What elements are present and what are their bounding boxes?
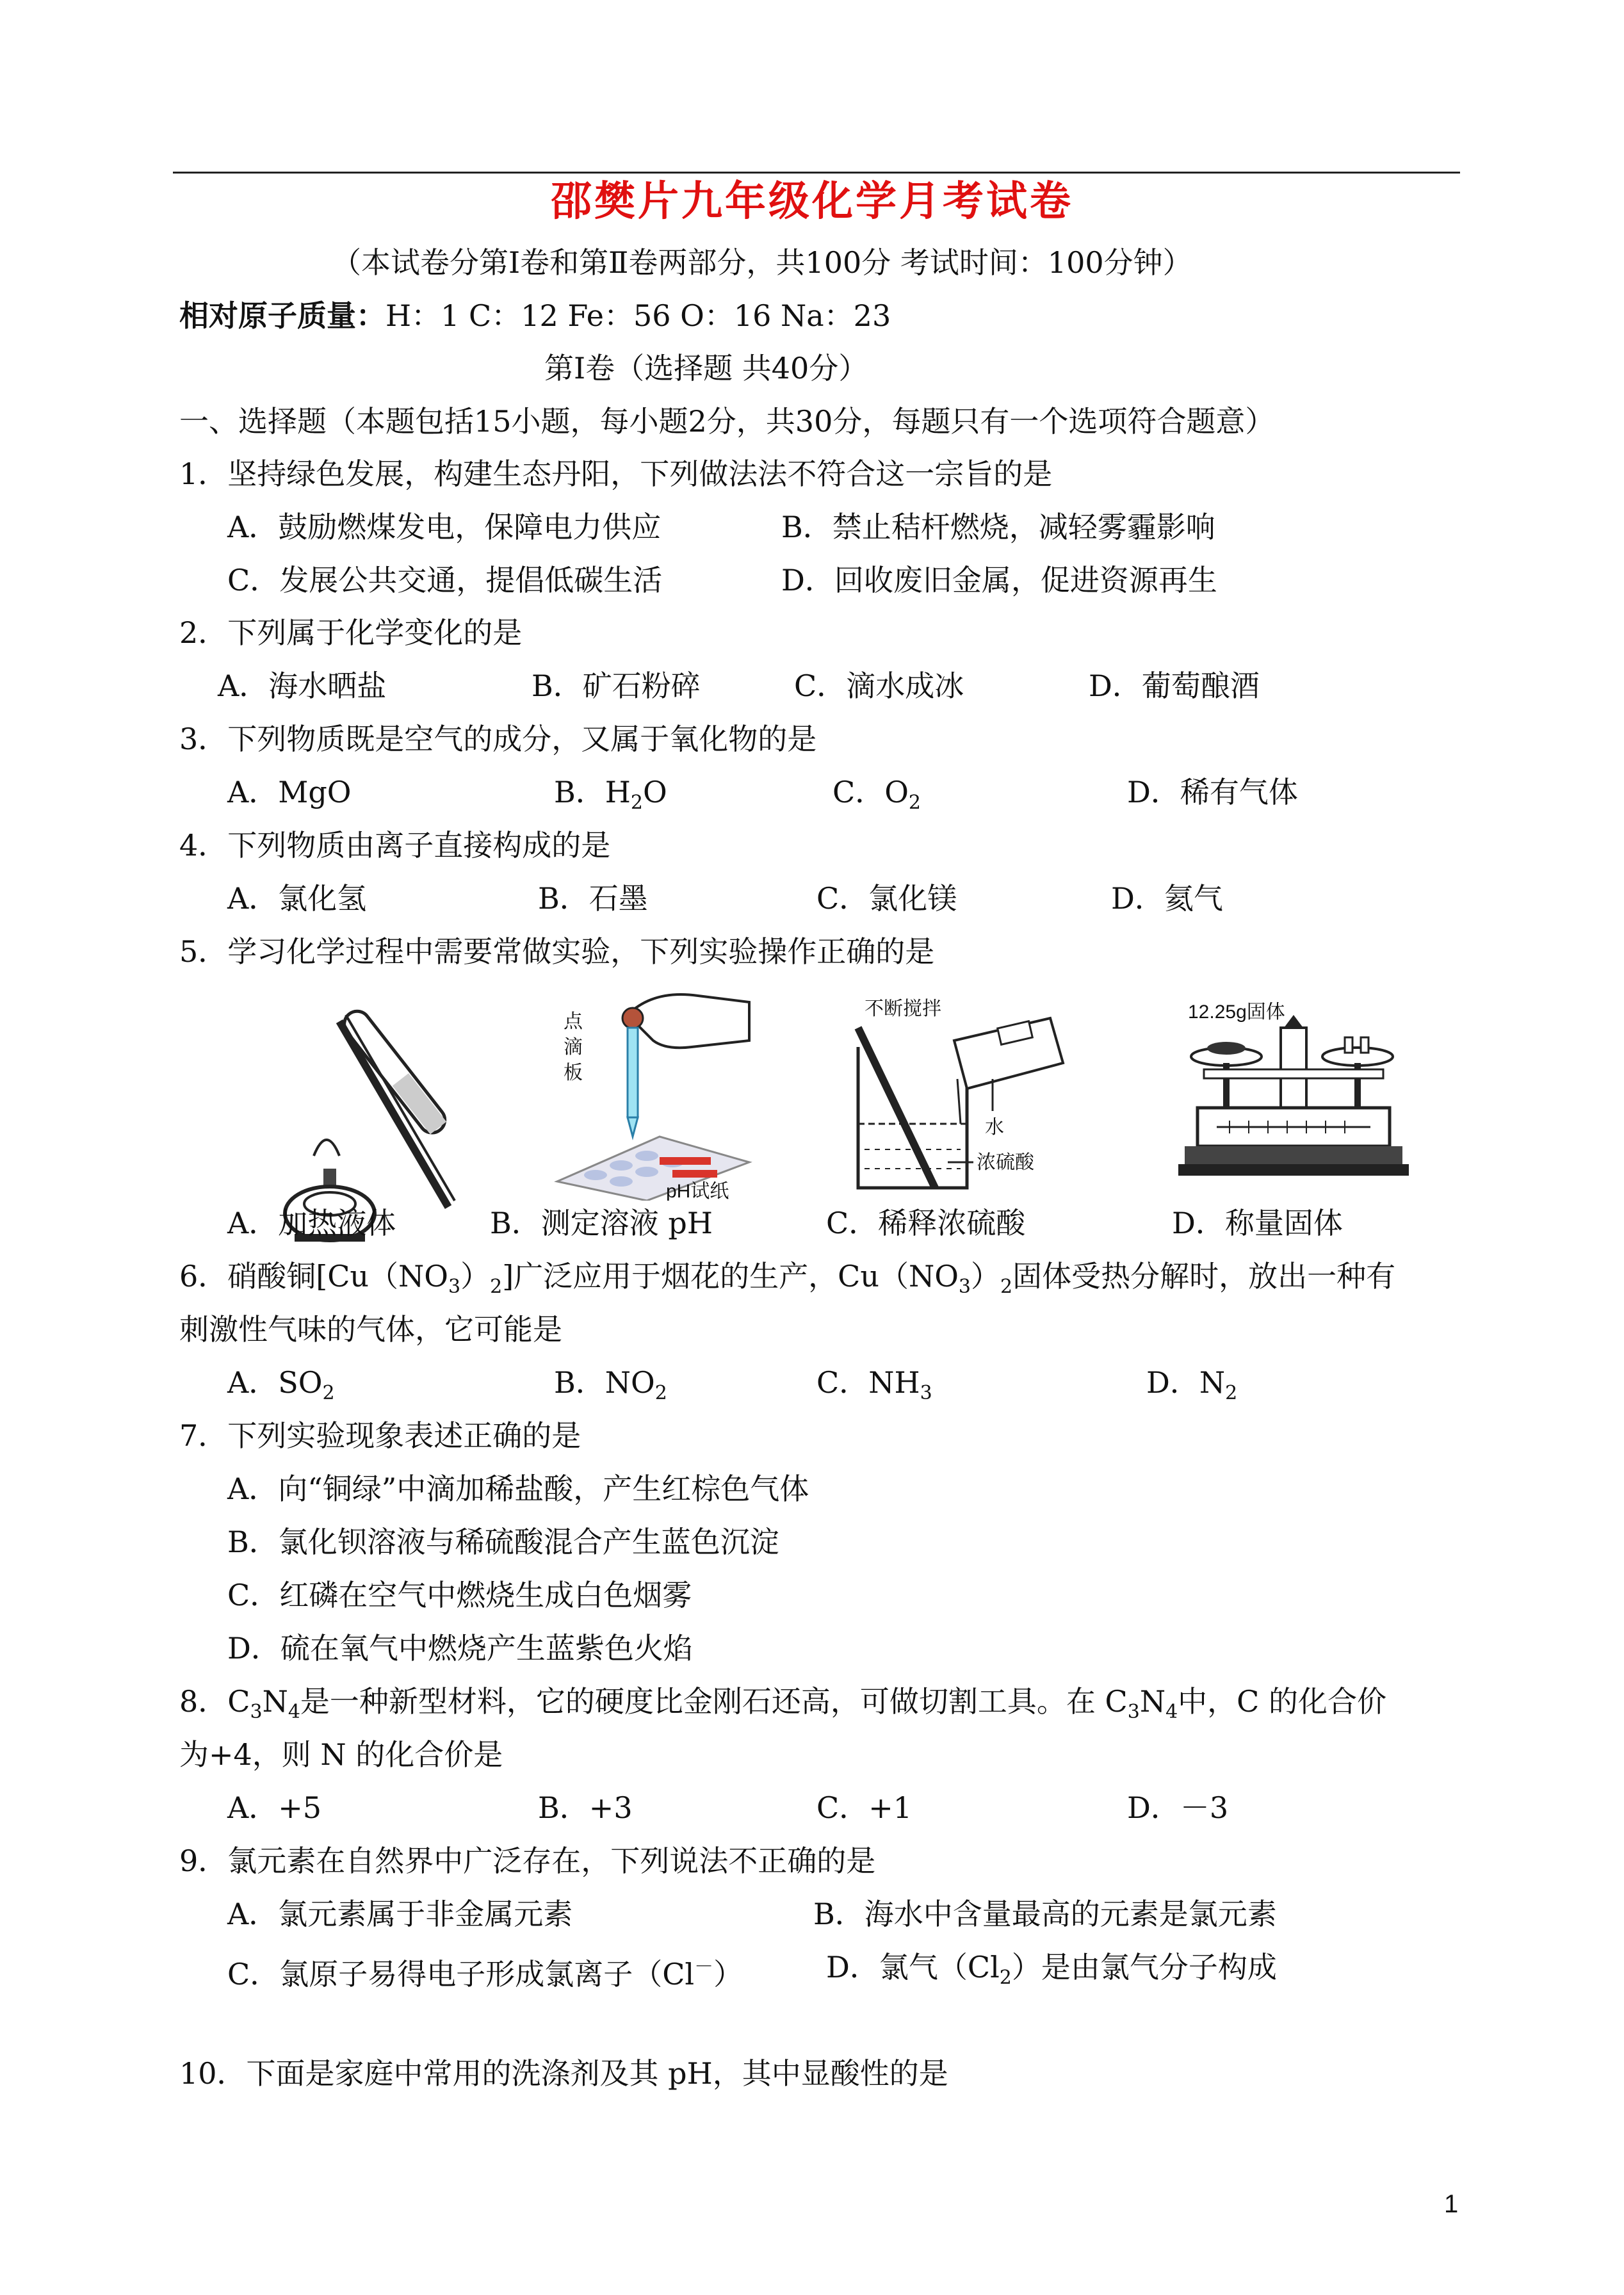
question-7-option-a: A．向“铜绿”中滴加稀盐酸，产生红棕色气体 [227, 1472, 809, 1506]
q6-d-text: D．N [1146, 1365, 1226, 1400]
q8-sub-2: 4 [288, 1701, 300, 1723]
question-5-stem: 5．学习化学过程中需要常做实验，下列实验操作正确的是 [179, 934, 935, 969]
q6-sub-2: 2 [490, 1276, 503, 1298]
q6-d-sub: 2 [1225, 1382, 1238, 1404]
question-3-stem: 3．下列物质既是空气的成分，又属于氧化物的是 [179, 722, 817, 756]
question-1-option-a: A．鼓励燃煤发电，保障电力供应 [227, 510, 662, 544]
question-2-option-d: D．葡萄酿酒 [1089, 669, 1260, 703]
question-8-stem-line-1 [179, 1682, 1386, 1731]
question-5-option-c: C．稀释浓硫酸 [826, 1206, 1026, 1240]
q6-c-text: C．NH [816, 1365, 920, 1400]
q8-text-5: 中，C 的化合价 [1178, 1684, 1386, 1719]
atomic-mass-values: H：1 C：12 Fe：56 O：16 Na：23 [386, 298, 891, 333]
question-4-option-a: A．氯化氢 [227, 881, 367, 916]
question-3-option-b-text: B．H [554, 775, 631, 809]
q6-b-text: B．NO [554, 1365, 655, 1400]
part-intro: 一、选择题（本题包括15小题，每小题2分，共30分，每题只有一个选项符合题意） [179, 404, 1275, 439]
q6-text-2: ） [460, 1259, 491, 1293]
question-4-option-d: D．氦气 [1111, 881, 1223, 916]
figure-balance [1178, 996, 1409, 1194]
q6-a-text: A．SO [227, 1365, 323, 1400]
question-9-option-a: A．氯元素属于非金属元素 [227, 1897, 573, 1931]
question-4-stem: 4．下列物质由离子直接构成的是 [179, 828, 611, 863]
question-6-option-a [227, 1363, 335, 1413]
figure-b-label-1: 点 [564, 1011, 583, 1032]
q9-d-sub: 2 [999, 1967, 1012, 1989]
question-9-stem: 9．氯元素在自然界中广泛存在，下列说法不正确的是 [179, 1844, 876, 1878]
q8-text-3: 是一种新型材料，它的硬度比金刚石还高，可做切割工具。在 C [300, 1684, 1128, 1719]
question-6-stem-line-2: 刺激性气味的气体，它可能是 [179, 1312, 562, 1347]
question-8-stem-line-2: 为+4，则 N 的化合价是 [179, 1737, 503, 1772]
figure-b-label-3: 板 [564, 1062, 583, 1083]
question-3-option-c [832, 773, 921, 822]
q6-sub-4: 2 [1000, 1276, 1013, 1298]
question-3-option-b-tail: O [643, 775, 667, 809]
question-8-option-d: D．－3 [1127, 1790, 1229, 1825]
question-3-option-d: D．稀有气体 [1127, 775, 1298, 809]
question-10-stem: 10．下面是家庭中常用的洗涤剂及其 pH，其中显酸性的是 [179, 2056, 948, 2091]
q9-c-sup: － [694, 1956, 714, 1978]
figure-ph-test [544, 989, 756, 1201]
figure-c-label-3: 浓硫酸 [977, 1152, 1034, 1173]
question-1-option-c: C．发展公共交通，提倡低碳生活 [227, 563, 663, 597]
question-3-option-b-subscript: 2 [630, 791, 644, 814]
figure-dilute-acid [845, 996, 1076, 1201]
figure-c-label-2: 水 [985, 1117, 1004, 1138]
figure-b-label-4: pH试纸 [666, 1181, 729, 1201]
question-2-option-c: C．滴水成冰 [794, 669, 964, 703]
q6-text-1: 6．硝酸铜[Cu（NO [179, 1259, 448, 1293]
header-rule [173, 172, 1460, 174]
question-5-option-b: B．测定溶液 pH [490, 1206, 713, 1240]
question-2-option-a: A．海水晒盐 [218, 669, 387, 703]
question-2-stem: 2．下列属于化学变化的是 [179, 615, 523, 650]
question-2-option-b: B．矿石粉碎 [532, 669, 701, 703]
atomic-mass-line [179, 296, 891, 335]
figure-d-label-1: 12.25g固体 [1188, 1002, 1285, 1023]
question-1-stem: 1．坚持绿色发展，构建生态丹阳，下列做法法不符合这一宗旨的是 [179, 457, 1053, 491]
page-number: 1 [1444, 2190, 1459, 2218]
q6-sub-3: 3 [958, 1276, 971, 1298]
question-7-option-d: D．硫在氧气中燃烧产生蓝紫色火焰 [227, 1631, 693, 1666]
q9-d-text: D．氯气（Cl [826, 1950, 1000, 1984]
q8-sub-3: 3 [1127, 1701, 1140, 1723]
exam-note: （本试卷分第Ⅰ卷和第Ⅱ卷两部分，共100分 考试时间：100分钟） [332, 245, 1192, 280]
question-9-option-c [227, 1948, 743, 1993]
question-6-stem-line-1 [179, 1257, 1395, 1306]
atomic-mass-label: 相对原子质量： [179, 298, 386, 333]
question-7-option-b: B．氯化钡溶液与稀硫酸混合产生蓝色沉淀 [227, 1525, 779, 1559]
q9-c-text: C．氯原子易得电子形成氯离子（Cl [227, 1957, 695, 1991]
q6-b-sub: 2 [654, 1382, 667, 1404]
question-3-option-c-text: C．O [832, 775, 909, 809]
q6-text-4: ） [971, 1259, 1001, 1293]
question-1-option-d: D．回收废旧金属，促进资源再生 [781, 563, 1217, 597]
question-6-option-d [1146, 1363, 1237, 1413]
question-4-option-c: C．氯化镁 [816, 881, 957, 916]
question-3-option-c-subscript: 2 [908, 791, 922, 814]
question-4-option-b: B．石墨 [538, 881, 648, 916]
q6-c-sub: 3 [920, 1382, 932, 1404]
question-6-option-c [816, 1363, 932, 1413]
q6-a-sub: 2 [322, 1382, 335, 1404]
question-8-option-a: A．+5 [227, 1790, 322, 1825]
figure-c-label-1: 不断搅拌 [865, 998, 941, 1019]
question-5-option-d: D．称量固体 [1172, 1206, 1343, 1240]
q8-text-4: N [1139, 1684, 1166, 1719]
question-7-stem: 7．下列实验现象表述正确的是 [179, 1418, 581, 1453]
page-title: 邵樊片九年级化学月考试卷 [551, 177, 1073, 225]
question-8-option-c: C．+1 [816, 1790, 913, 1825]
q6-text-3: ]广泛应用于烟花的生产，Cu（NO [502, 1259, 959, 1293]
q6-text-5: 固体受热分解时，放出一种有 [1012, 1259, 1396, 1293]
question-9-option-b: B．海水中含量最高的元素是氯元素 [813, 1897, 1277, 1931]
question-3-option-b [554, 773, 667, 822]
q8-text-2: N [262, 1684, 288, 1719]
question-6-option-b [554, 1363, 667, 1413]
q8-text-1: 8．C [179, 1684, 250, 1719]
question-8-option-b: B．+3 [538, 1790, 633, 1825]
question-3-option-a: A．MgO [227, 775, 352, 809]
q8-sub-1: 3 [250, 1701, 263, 1723]
question-9-option-d [826, 1948, 1277, 1997]
q8-sub-4: 4 [1165, 1701, 1178, 1723]
question-1-option-b: B．禁止秸杆燃烧，减轻雾霾影响 [781, 510, 1215, 544]
section-title: 第Ⅰ卷（选择题 共40分） [544, 351, 868, 385]
q6-sub-1: 3 [448, 1276, 461, 1298]
q9-c-tail: ） [713, 1957, 743, 1991]
question-7-option-c: C．红磷在空气中燃烧生成白色烟雾 [227, 1578, 692, 1612]
figure-b-label-2: 滴 [564, 1037, 583, 1058]
q9-d-tail: ）是由氯气分子构成 [1011, 1950, 1277, 1984]
question-5-option-a: A．加热液体 [227, 1206, 396, 1240]
